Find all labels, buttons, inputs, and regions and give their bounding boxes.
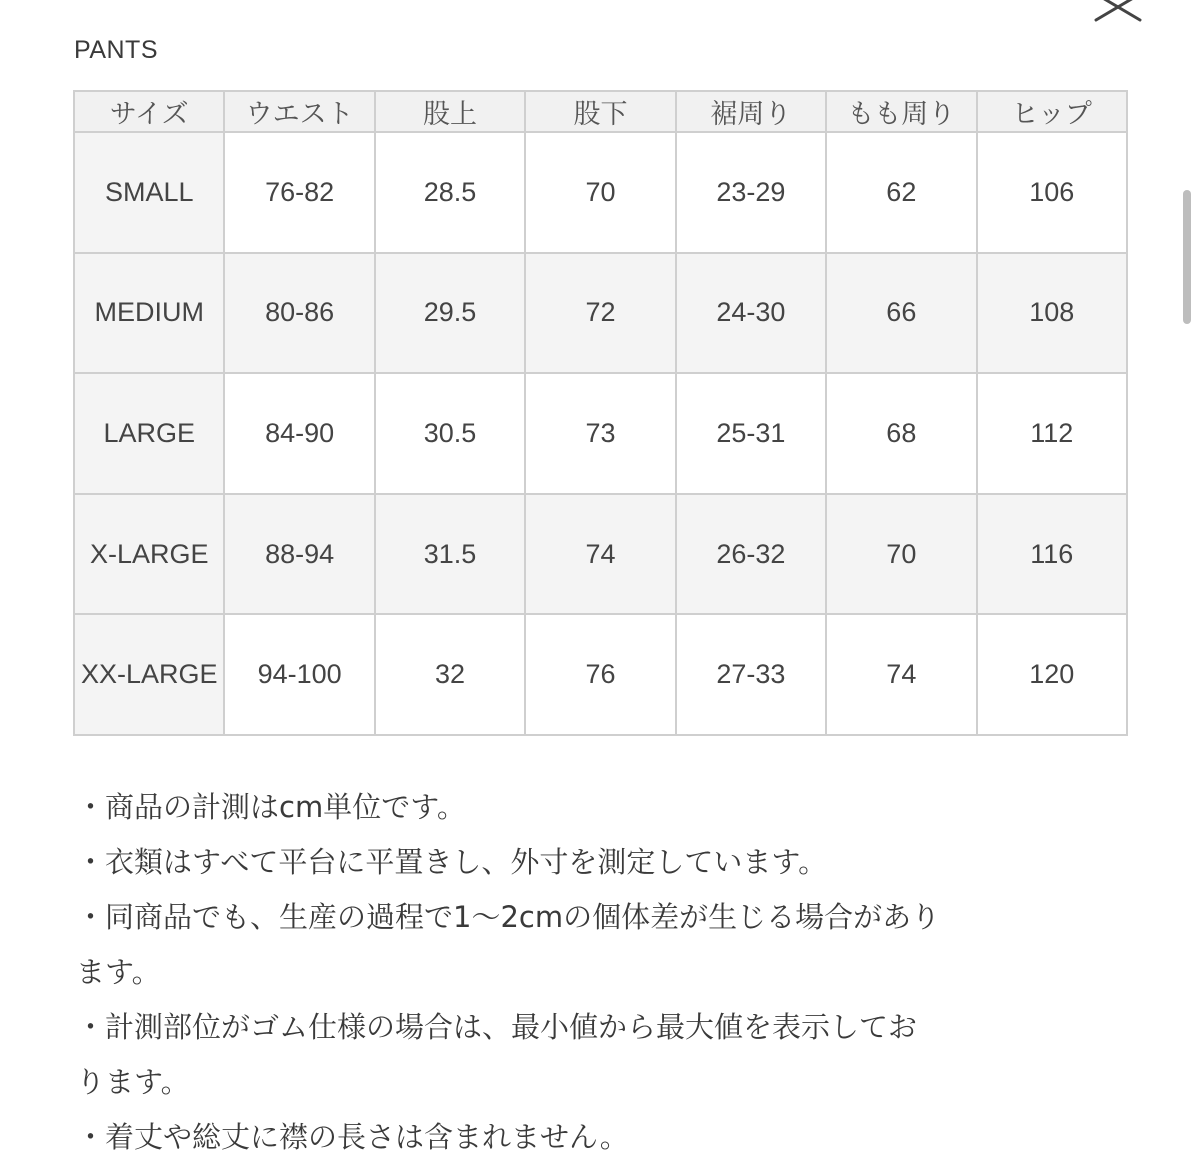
table-cell: 25-31 bbox=[676, 373, 826, 494]
close-button[interactable] bbox=[1088, 0, 1148, 28]
close-icon bbox=[1088, 0, 1148, 28]
table-row bbox=[74, 614, 1127, 735]
note-line: ります。 bbox=[76, 1065, 190, 1099]
note-line: ・同商品でも、生産の過程で1〜2cmの個体差が生じる場合があり bbox=[76, 900, 941, 934]
table-cell: 74 bbox=[826, 614, 976, 735]
table-row bbox=[74, 132, 1127, 253]
table-cell: 66 bbox=[826, 253, 976, 374]
table-cell: 116 bbox=[977, 494, 1127, 615]
column-header-waist: ウエスト bbox=[224, 91, 374, 132]
size-chart-table bbox=[73, 90, 1128, 736]
table-cell: 76-82 bbox=[224, 132, 374, 253]
table-cell: 62 bbox=[826, 132, 976, 253]
page-title: PANTS bbox=[74, 36, 158, 64]
table-cell: 70 bbox=[826, 494, 976, 615]
table-cell: 94-100 bbox=[224, 614, 374, 735]
table-cell: 88-94 bbox=[224, 494, 374, 615]
table-cell: 23-29 bbox=[676, 132, 826, 253]
table-cell: 68 bbox=[826, 373, 976, 494]
table-cell: 108 bbox=[977, 253, 1127, 374]
table-header-row bbox=[74, 91, 1127, 132]
column-header-thigh: もも周り bbox=[826, 91, 976, 132]
table-cell: 74 bbox=[525, 494, 675, 615]
table-cell: 31.5 bbox=[375, 494, 525, 615]
note-line: ・計測部位がゴム仕様の場合は、最小値から最大値を表示してお bbox=[76, 1010, 918, 1044]
table-row bbox=[74, 494, 1127, 615]
table-cell: 24-30 bbox=[676, 253, 826, 374]
column-header-inseam: 股下 bbox=[525, 91, 675, 132]
table-cell: 112 bbox=[977, 373, 1127, 494]
table-cell: 72 bbox=[525, 253, 675, 374]
row-size-label: XX-LARGE bbox=[74, 614, 224, 735]
row-size-label: X-LARGE bbox=[74, 494, 224, 615]
table-cell: 70 bbox=[525, 132, 675, 253]
column-header-rise: 股上 bbox=[375, 91, 525, 132]
table-cell: 106 bbox=[977, 132, 1127, 253]
measurement-notes bbox=[76, 780, 1136, 1165]
column-header-hip: ヒップ bbox=[977, 91, 1127, 132]
table-cell: 84-90 bbox=[224, 373, 374, 494]
table-cell: 73 bbox=[525, 373, 675, 494]
note-line: ・着丈や総丈に襟の長さは含まれません。 bbox=[76, 1120, 629, 1154]
table-cell: 80-86 bbox=[224, 253, 374, 374]
table-row bbox=[74, 253, 1127, 374]
table-row bbox=[74, 373, 1127, 494]
table-cell: 27-33 bbox=[676, 614, 826, 735]
table-cell: 120 bbox=[977, 614, 1127, 735]
table-cell: 76 bbox=[525, 614, 675, 735]
table-cell: 30.5 bbox=[375, 373, 525, 494]
table-cell: 29.5 bbox=[375, 253, 525, 374]
note-line: ・商品の計測はcm単位です。 bbox=[76, 790, 466, 824]
table-cell: 26-32 bbox=[676, 494, 826, 615]
scrollbar-thumb[interactable] bbox=[1183, 190, 1191, 324]
table-cell: 32 bbox=[375, 614, 525, 735]
column-header-size: サイズ bbox=[74, 91, 224, 132]
column-header-hem: 裾周り bbox=[676, 91, 826, 132]
row-size-label: MEDIUM bbox=[74, 253, 224, 374]
note-line: ます。 bbox=[76, 955, 161, 989]
note-line: ・衣類はすべて平台に平置きし、外寸を測定しています。 bbox=[76, 845, 828, 879]
row-size-label: SMALL bbox=[74, 132, 224, 253]
table-cell: 28.5 bbox=[375, 132, 525, 253]
row-size-label: LARGE bbox=[74, 373, 224, 494]
